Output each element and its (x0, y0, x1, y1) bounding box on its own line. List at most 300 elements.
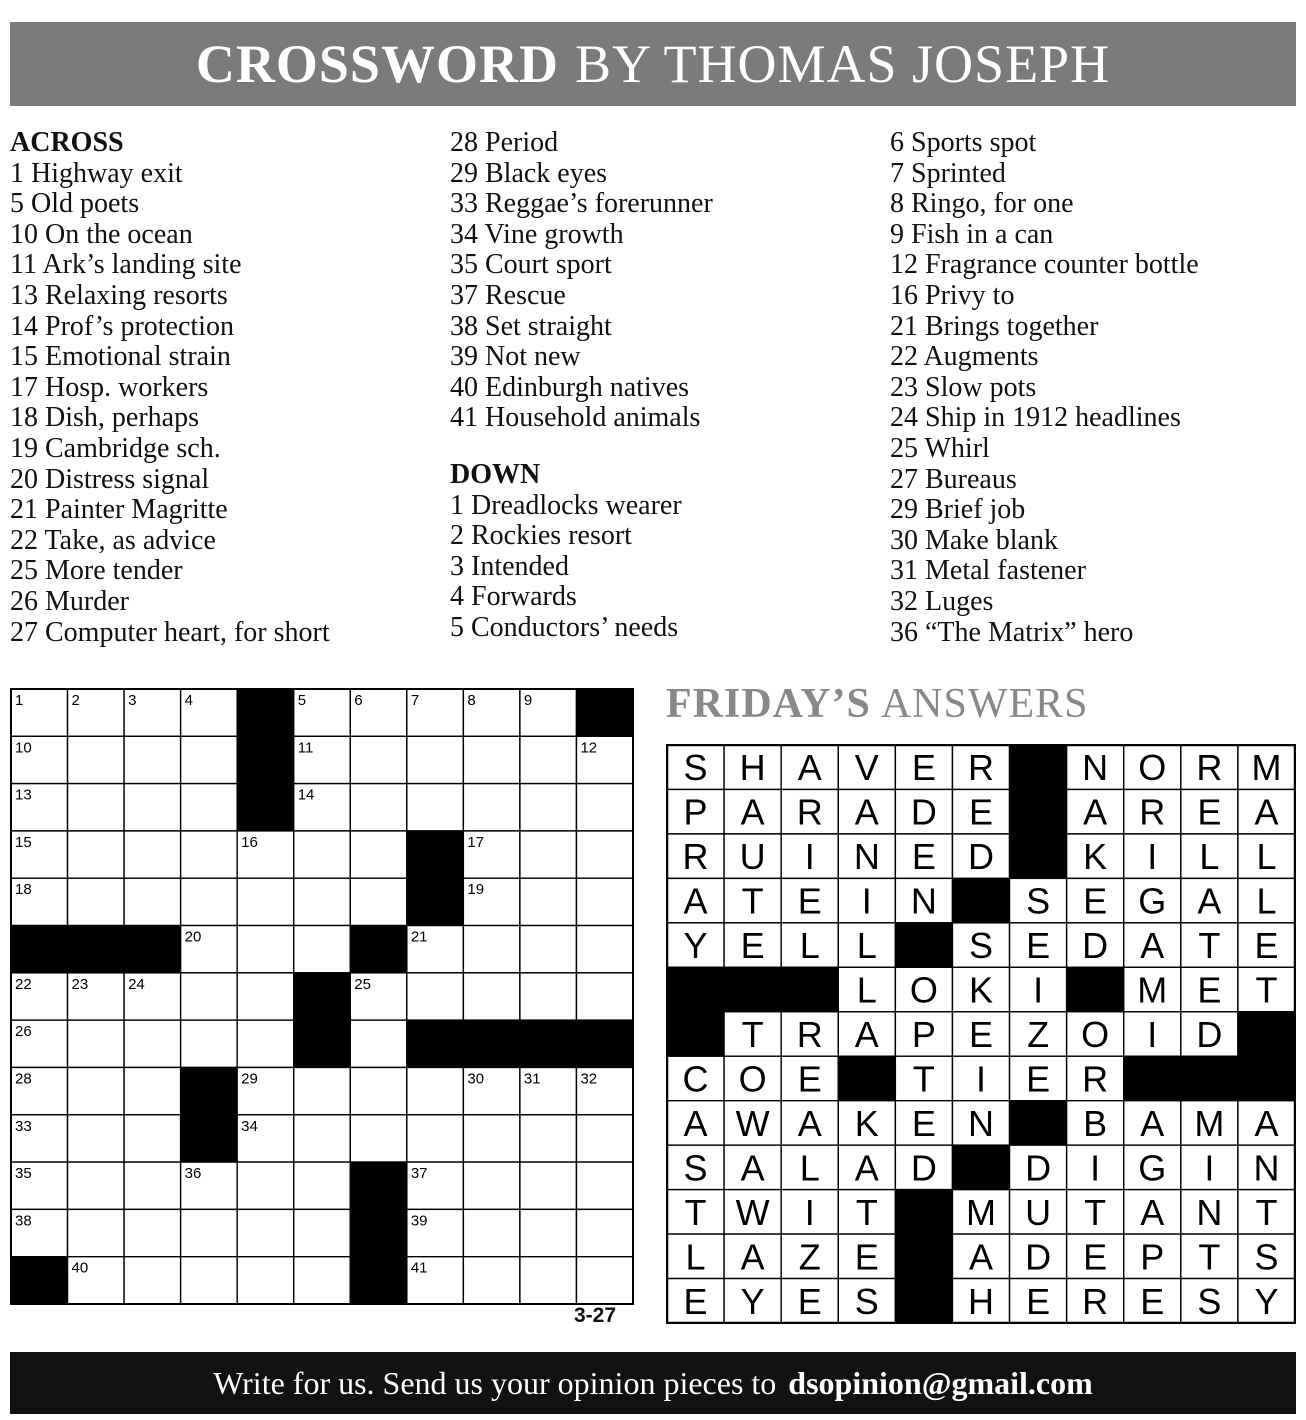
grid-cell[interactable] (463, 784, 520, 831)
grid-cell[interactable] (237, 973, 294, 1020)
grid-cell[interactable] (68, 736, 125, 783)
down-clue: 29 Brief job (890, 494, 1026, 526)
grid-cell[interactable] (181, 1257, 238, 1304)
down-clue: 27 Bureaus (890, 463, 1017, 495)
across-clue: 25 More tender (10, 555, 183, 587)
answer-letter: Y (740, 1280, 765, 1322)
answer-letter: O (738, 1058, 767, 1100)
cell-number: 4 (184, 692, 193, 709)
down-clue: 22 Augments (890, 341, 1039, 373)
clue-column-1 (10, 128, 330, 648)
across-clue: 18 Dish, perhaps (10, 402, 199, 434)
down-clue: 1 Dreadlocks wearer (450, 489, 682, 521)
cell-number: 24 (128, 975, 145, 993)
answer-black-cell (838, 1056, 895, 1100)
answer-letter: D (1196, 1014, 1223, 1055)
answer-letter: M (1137, 969, 1168, 1011)
clue-column-2 (450, 128, 713, 644)
across-clue: 1 Highway exit (10, 157, 183, 189)
down-clue: 6 Sports spot (890, 127, 1037, 158)
grid-cell[interactable] (407, 1115, 464, 1162)
answer-letter: T (741, 1014, 764, 1055)
down-clue: 16 Privy to (890, 279, 1015, 311)
black-cell (11, 926, 68, 973)
grid-cell[interactable] (124, 1162, 181, 1209)
across-clue: 22 Take, as advice (10, 524, 216, 556)
black-cell (350, 1257, 407, 1304)
answer-letter: L (1256, 836, 1277, 878)
black-cell (350, 926, 407, 973)
answer-black-cell (724, 967, 781, 1011)
answer-letter: A (740, 791, 765, 833)
across-clue: 19 Cambridge sch. (10, 432, 221, 464)
grid-cell[interactable] (350, 878, 407, 925)
grid-cell[interactable] (576, 1257, 633, 1304)
grid-cell[interactable] (520, 1115, 577, 1162)
black-cell (181, 1115, 238, 1162)
grid-cell[interactable] (294, 878, 351, 925)
answer-black-cell (895, 923, 952, 967)
cell-number: 33 (15, 1117, 32, 1135)
across-clue: 34 Vine growth (450, 218, 624, 250)
answer-letter: M (1194, 1102, 1225, 1144)
answer-letter: I (861, 880, 872, 922)
cell-number: 12 (580, 739, 598, 757)
grid-cell[interactable] (576, 1115, 633, 1162)
answer-letter: E (911, 836, 936, 878)
across-clue: 20 Distress signal (10, 463, 210, 495)
black-cell (350, 1209, 407, 1256)
down-heading: DOWN (450, 458, 541, 490)
grid-cell[interactable] (294, 1067, 351, 1114)
grid-cell[interactable] (576, 831, 633, 878)
title-bold: CROSSWORD (195, 34, 559, 94)
cell-number: 40 (71, 1259, 89, 1277)
across-clue: 11 Ark’s landing site (10, 249, 242, 281)
answer-letter: N (853, 836, 880, 878)
footer-email: dsopinion@gmail.com (788, 1364, 1093, 1401)
across-clue: 28 Period (450, 127, 559, 158)
answer-letter: A (797, 747, 822, 789)
grid-cell[interactable] (124, 1020, 181, 1067)
grid-cell[interactable] (463, 926, 520, 973)
grid-cell[interactable] (463, 1162, 520, 1209)
answer-letter: A (854, 1147, 879, 1189)
grid-cell[interactable] (576, 1209, 633, 1256)
answer-letter: U (739, 836, 766, 878)
grid-cell[interactable] (237, 878, 294, 925)
cell-number: 28 (15, 1070, 32, 1088)
answer-letter: O (1138, 747, 1167, 789)
down-clue: 12 Fragrance counter bottle (890, 249, 1199, 281)
grid-cell[interactable] (181, 831, 238, 878)
cell-number: 26 (15, 1023, 32, 1041)
grid-cell[interactable] (294, 1209, 351, 1256)
grid-cell[interactable] (520, 1162, 577, 1209)
answer-letter: L (685, 1236, 706, 1278)
cell-number: 25 (354, 975, 371, 993)
answer-letter: L (856, 969, 877, 1011)
across-clue: 35 Court sport (450, 249, 612, 281)
cell-number: 18 (15, 881, 32, 899)
across-clue: 33 Reggae’s forerunner (450, 188, 713, 220)
answer-letter: R (682, 836, 709, 878)
black-cell (294, 973, 351, 1020)
grid-cell[interactable] (181, 784, 238, 831)
down-clue: 24 Ship in 1912 headlines (890, 402, 1181, 434)
answer-letter: A (968, 1236, 994, 1278)
answer-letter: Y (683, 925, 708, 967)
cell-number: 8 (467, 692, 476, 709)
cell-number: 20 (184, 928, 202, 946)
answer-letter: T (741, 880, 764, 922)
answer-letter: M (966, 1191, 996, 1233)
answer-black-cell (667, 1012, 724, 1056)
black-cell (181, 1067, 238, 1114)
black-cell (576, 1020, 633, 1067)
grid-cell[interactable] (294, 926, 351, 973)
grid-cell[interactable] (350, 831, 407, 878)
cell-number: 16 (241, 833, 258, 851)
answer-letter: R (968, 747, 994, 789)
answer-letter: A (854, 1014, 879, 1055)
across-clue: 27 Computer heart, for short (10, 616, 330, 648)
grid-cell[interactable] (463, 1209, 520, 1256)
grid-cell[interactable] (294, 1257, 351, 1304)
answer-letter: H (968, 1280, 994, 1322)
grid-cell[interactable] (237, 1257, 294, 1304)
grid-cell[interactable] (350, 784, 407, 831)
answer-letter: A (740, 1147, 765, 1189)
grid-cell[interactable] (520, 878, 577, 925)
answer-letter: Z (798, 1236, 821, 1278)
answer-letter: L (799, 925, 820, 967)
answer-letter: P (911, 1014, 936, 1055)
answer-letter: I (804, 1191, 815, 1233)
answer-letter: E (797, 1280, 822, 1322)
answer-letter: D (910, 791, 937, 833)
answer-letter: T (1198, 925, 1221, 967)
across-heading: ACROSS (10, 127, 124, 158)
answer-letter: E (1197, 969, 1222, 1011)
grid-cell[interactable] (407, 973, 464, 1020)
grid-cell[interactable] (350, 736, 407, 783)
cell-number: 30 (467, 1070, 485, 1088)
grid-cell[interactable] (463, 1257, 520, 1304)
grid-cell[interactable] (68, 1020, 125, 1067)
answer-black-cell (781, 967, 838, 1011)
across-clue: 17 Hosp. workers (10, 371, 209, 403)
grid-cell[interactable] (124, 1257, 181, 1304)
cell-number: 7 (410, 692, 420, 709)
answer-letter: K (854, 1102, 879, 1144)
grid-cell[interactable] (68, 1209, 125, 1256)
across-clue: 5 Old poets (10, 188, 140, 220)
grid-cell[interactable] (181, 736, 238, 783)
grid-cell[interactable] (124, 1209, 181, 1256)
answer-letter: E (968, 791, 994, 833)
grid-cell[interactable] (181, 878, 238, 925)
answer-letter: E (1026, 925, 1051, 967)
answer-letter: G (1138, 1147, 1167, 1189)
answer-letter: N (968, 1102, 994, 1144)
answer-letter: I (1147, 1014, 1158, 1055)
grid-cell[interactable] (68, 831, 125, 878)
grid-cell[interactable] (520, 973, 577, 1020)
grid-cell[interactable] (463, 1115, 520, 1162)
grid-cell[interactable] (68, 878, 125, 925)
down-clue: 36 “The Matrix” hero (890, 616, 1134, 648)
black-cell (407, 831, 464, 878)
cell-number: 35 (15, 1165, 32, 1183)
answer-letter: A (797, 1102, 822, 1144)
answer-letter: I (975, 1058, 987, 1100)
answer-black-cell (952, 1145, 1009, 1189)
answer-black-cell (952, 878, 1009, 922)
cell-number: 6 (354, 692, 363, 709)
answer-letter: I (1033, 969, 1044, 1011)
answers-title-bold: FRIDAY’S (666, 681, 871, 727)
cell-number: 41 (410, 1259, 428, 1277)
down-clue: 3 Intended (450, 550, 569, 582)
cell-number: 36 (184, 1165, 202, 1183)
across-clue: 13 Relaxing resorts (10, 279, 228, 311)
answer-black-cell (895, 1234, 952, 1278)
cell-number: 39 (410, 1212, 428, 1230)
grid-cell[interactable] (576, 1162, 633, 1209)
answer-letter: L (1256, 880, 1277, 922)
grid-cell[interactable] (520, 736, 577, 783)
grid-cell[interactable] (520, 784, 577, 831)
answer-letter: S (1254, 1236, 1279, 1278)
grid-cell[interactable] (407, 736, 464, 783)
grid-cell[interactable] (294, 1115, 351, 1162)
grid-cell[interactable] (124, 878, 181, 925)
down-clue: 7 Sprinted (890, 157, 1006, 189)
cell-number: 21 (410, 928, 428, 946)
down-clue: 9 Fish in a can (890, 218, 1054, 250)
answer-letter: T (1198, 1236, 1221, 1278)
across-clue: 29 Black eyes (450, 157, 608, 189)
grid-cell[interactable] (407, 784, 464, 831)
spacer (450, 434, 713, 460)
grid-cell[interactable] (350, 1020, 407, 1067)
cell-number: 37 (410, 1165, 428, 1183)
answers-title-rest: ANSWERS (880, 681, 1089, 727)
answer-letter: D (968, 836, 994, 878)
cell-number: 15 (15, 833, 32, 851)
grid-cell[interactable] (237, 1020, 294, 1067)
grid-cell[interactable] (237, 926, 294, 973)
across-clue: 15 Emotional strain (10, 341, 231, 373)
cell-number: 3 (128, 692, 137, 709)
answer-letter: I (1090, 1147, 1101, 1189)
answer-letter: A (1140, 925, 1165, 967)
across-clue: 39 Not new (450, 341, 581, 373)
black-cell (576, 689, 633, 736)
answer-letter: E (911, 1102, 936, 1144)
answer-letter: L (799, 1147, 820, 1189)
footer-text: Write for us. Send us your opinion pieces to (213, 1364, 777, 1401)
answer-letter: R (1082, 1280, 1109, 1322)
answer-letter: D (1025, 1236, 1052, 1278)
answer-letter: S (1197, 1280, 1222, 1322)
answer-letter: W (735, 1102, 770, 1144)
answer-letter: G (1138, 880, 1167, 922)
answer-letter: A (740, 1236, 765, 1278)
answer-letter: E (1026, 1058, 1051, 1100)
answer-letter: D (910, 1147, 937, 1189)
grid-cell[interactable] (181, 1020, 238, 1067)
answer-letter: E (1140, 1280, 1165, 1322)
answer-letter: N (910, 880, 937, 922)
across-clue: 38 Set straight (450, 310, 612, 342)
grid-cell[interactable] (350, 1115, 407, 1162)
answer-letter: S (968, 925, 994, 967)
answer-black-cell (1010, 789, 1067, 833)
grid-cell[interactable] (463, 973, 520, 1020)
down-clue: 32 Luges (890, 585, 994, 617)
answer-letter: S (683, 1147, 708, 1189)
grid-cell[interactable] (520, 1257, 577, 1304)
down-clue: 30 Make blank (890, 524, 1058, 556)
answer-letter: T (1255, 969, 1278, 1011)
answer-letter: E (854, 1236, 879, 1278)
grid-cell[interactable] (294, 831, 351, 878)
cell-number: 2 (71, 692, 80, 709)
black-cell (68, 926, 125, 973)
answer-letter: S (683, 747, 708, 789)
across-clue: 26 Murder (10, 585, 129, 617)
title-banner (10, 22, 1296, 106)
grid-cell[interactable] (181, 973, 238, 1020)
grid-cell[interactable] (124, 736, 181, 783)
answer-letter: A (683, 880, 708, 922)
grid-cell[interactable] (124, 1067, 181, 1114)
grid-cell[interactable] (576, 878, 633, 925)
answer-letter: U (1025, 1191, 1052, 1233)
cell-number: 9 (523, 692, 533, 709)
cell-number: 11 (297, 739, 314, 757)
answer-letter: E (1083, 880, 1108, 922)
grid-cell[interactable] (181, 1209, 238, 1256)
answer-black-cell (1238, 1012, 1295, 1056)
answer-letter: E (1197, 791, 1222, 833)
answer-letter: R (796, 1014, 823, 1055)
down-clue: 4 Forwards (450, 581, 577, 613)
answer-letter: E (1254, 925, 1279, 967)
answer-letter: A (683, 1102, 708, 1144)
grid-cell[interactable] (68, 1067, 125, 1114)
answer-letter: E (911, 747, 936, 789)
puzzle-date: 3-27 (574, 1304, 617, 1327)
grid-cell[interactable] (407, 1067, 464, 1114)
grid-cell[interactable] (520, 831, 577, 878)
down-clue: 8 Ringo, for one (890, 188, 1074, 220)
answer-letter: N (1196, 1191, 1223, 1233)
grid-cell[interactable] (294, 1162, 351, 1209)
grid-cell[interactable] (68, 1115, 125, 1162)
answer-letter: N (1082, 747, 1109, 789)
grid-cell[interactable] (237, 1162, 294, 1209)
answer-black-cell (1010, 745, 1067, 789)
answer-letter: S (854, 1280, 879, 1322)
cell-number: 5 (297, 692, 307, 709)
answer-letter: E (968, 1014, 994, 1055)
answer-letter: E (797, 880, 822, 922)
across-clue: 10 On the ocean (10, 218, 193, 250)
clue-column-3 (890, 128, 1199, 648)
grid-cell[interactable] (463, 736, 520, 783)
grid-cell[interactable] (237, 1209, 294, 1256)
answer-black-cell (895, 1190, 952, 1234)
black-cell (463, 1020, 520, 1067)
answer-letter: L (856, 925, 877, 967)
answer-letter: I (804, 836, 815, 878)
answer-letter: R (1082, 1058, 1109, 1100)
answer-black-cell (895, 1279, 952, 1323)
answer-letter: K (968, 969, 994, 1011)
black-cell (237, 736, 294, 783)
cell-number: 1 (15, 692, 24, 709)
answer-letter: A (1254, 791, 1279, 833)
black-cell (407, 878, 464, 925)
answer-letter: T (1084, 1191, 1107, 1233)
grid-cell[interactable] (520, 926, 577, 973)
grid-cell[interactable] (68, 784, 125, 831)
grid-cell[interactable] (124, 1115, 181, 1162)
across-clue: 41 Household animals (450, 402, 701, 434)
down-clue: 2 Rockies resort (450, 520, 632, 552)
answer-letter: W (735, 1191, 770, 1233)
answer-letter: D (1082, 925, 1109, 967)
cell-number: 34 (241, 1117, 258, 1135)
down-clue: 23 Slow pots (890, 371, 1037, 403)
grid-cell[interactable] (520, 1209, 577, 1256)
black-cell (124, 926, 181, 973)
footer-banner (10, 1352, 1296, 1414)
puzzle-grid[interactable] (10, 688, 634, 1305)
answer-letter: P (1140, 1236, 1165, 1278)
down-clue: 31 Metal fastener (890, 555, 1086, 587)
answer-letter: T (684, 1191, 707, 1233)
answer-black-cell (1067, 967, 1124, 1011)
answer-letter: A (854, 791, 879, 833)
grid-cell[interactable] (68, 1162, 125, 1209)
black-cell (237, 784, 294, 831)
answer-letter: L (1199, 836, 1220, 878)
across-clue: 37 Rescue (450, 279, 566, 311)
grid-cell[interactable] (124, 784, 181, 831)
answer-black-cell (1124, 1056, 1181, 1100)
cell-number: 29 (241, 1070, 258, 1088)
down-clue: 25 Whirl (890, 432, 990, 464)
answer-letter: E (683, 1280, 708, 1322)
grid-cell[interactable] (576, 784, 633, 831)
black-cell (237, 689, 294, 736)
title-rest: BY THOMAS JOSEPH (574, 34, 1111, 94)
grid-cell[interactable] (576, 973, 633, 1020)
grid-cell[interactable] (576, 926, 633, 973)
answer-letter: E (740, 925, 765, 967)
answer-letter: B (1083, 1102, 1108, 1144)
grid-cell[interactable] (350, 1067, 407, 1114)
grid-cell[interactable] (124, 831, 181, 878)
cell-number: 13 (15, 786, 32, 804)
answer-letter: V (854, 747, 879, 789)
answer-letter: K (1083, 836, 1108, 878)
answer-black-cell (1010, 834, 1067, 878)
